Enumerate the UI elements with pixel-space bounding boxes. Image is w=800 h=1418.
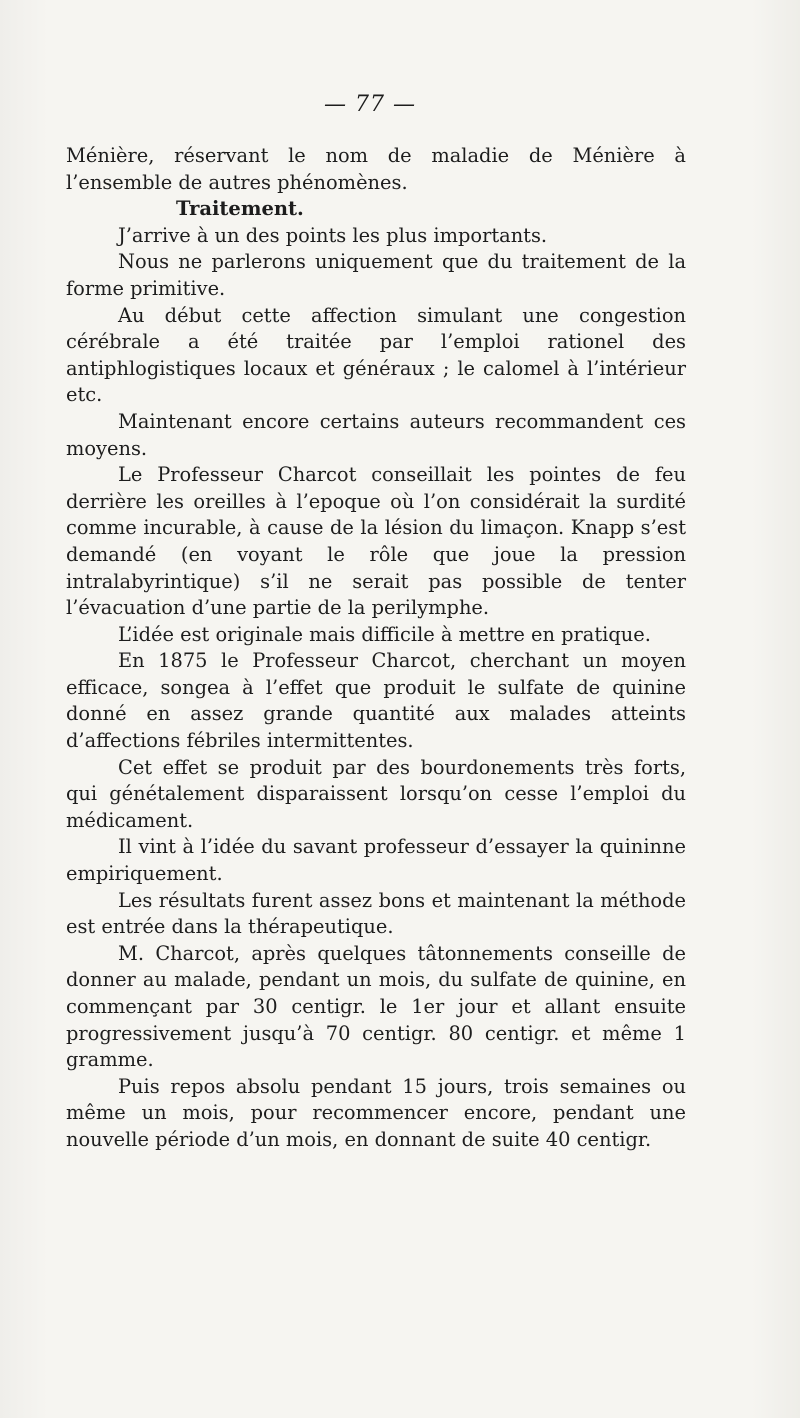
paragraph: Le Professeur Charcot conseillait les pointes de feu derrière les oreilles à l’epoque où l’on considérait la surdité comme incurable, à cause de la lésion du limaçon. Knapp s’est demandé (en voyant le rôle que joue la pression intralabyrintique) s’il ne serait pas possible de tenter l’évacuation d’une partie de la perilymphe.	[66, 463, 686, 620]
paragraph: J’arrive à un des points les plus importants.	[118, 223, 548, 247]
section-heading: Traitement.	[176, 197, 304, 221]
paragraph: Au début cette affection simulant une congestion cérébrale a été traitée par l’emploi rationel des antiphlogistiques locaux et généraux ; le calomel à l’intérieur etc.	[66, 303, 686, 407]
paragraph: Maintenant encore certains auteurs recommandent ces moyens.	[66, 409, 686, 460]
paragraph: En 1875 le Professeur Charcot, cherchant un moyen efficace, songea à l’effet que produit le sulfate de quinine donné en assez grande quantité aux malades atteints d’affections fébriles intermittentes.	[66, 649, 686, 753]
opening-paragraph: Ménière, réservant le nom de maladie de Ménière à l’ensemble de autres phénomènes.	[66, 144, 686, 194]
paragraph: Cet effet se produit par des bourdonements très forts, qui génétalement disparaissent lorsqu’on cesse l’emploi du médicament.	[66, 755, 686, 832]
paragraph: Il vint à l’idée du savant professeur d’essayer la quininne empiriquement.	[66, 835, 686, 886]
paragraph: L’idée est originale mais difficile à mettre en pratique.	[118, 622, 651, 646]
paragraph: Nous ne parlerons uniquement que du traitement de la forme primitive.	[66, 250, 686, 300]
paragraph: Puis repos absolu pendant 15 jours, trois semaines ou même un mois, pour recommencer encore, pendant une nouvelle période d’un mois, en donnant de suite 40 centigr.	[66, 1074, 686, 1151]
paragraph: M. Charcot, après quelques tâtonnements conseille de donner au malade, pendant un mois, du sulfate de quinine, en commençant par 30 centigr. le 1er jour et allant ensuite progressivement jusqu’à 70 centigr. 80 centigr. et même 1 gramme.	[66, 941, 686, 1072]
body-text	[66, 143, 686, 1154]
paragraph: Les résultats furent assez bons et maintenant la méthode est entrée dans la thérapeutique.	[66, 888, 686, 939]
page-number: — 77 —	[324, 92, 416, 117]
